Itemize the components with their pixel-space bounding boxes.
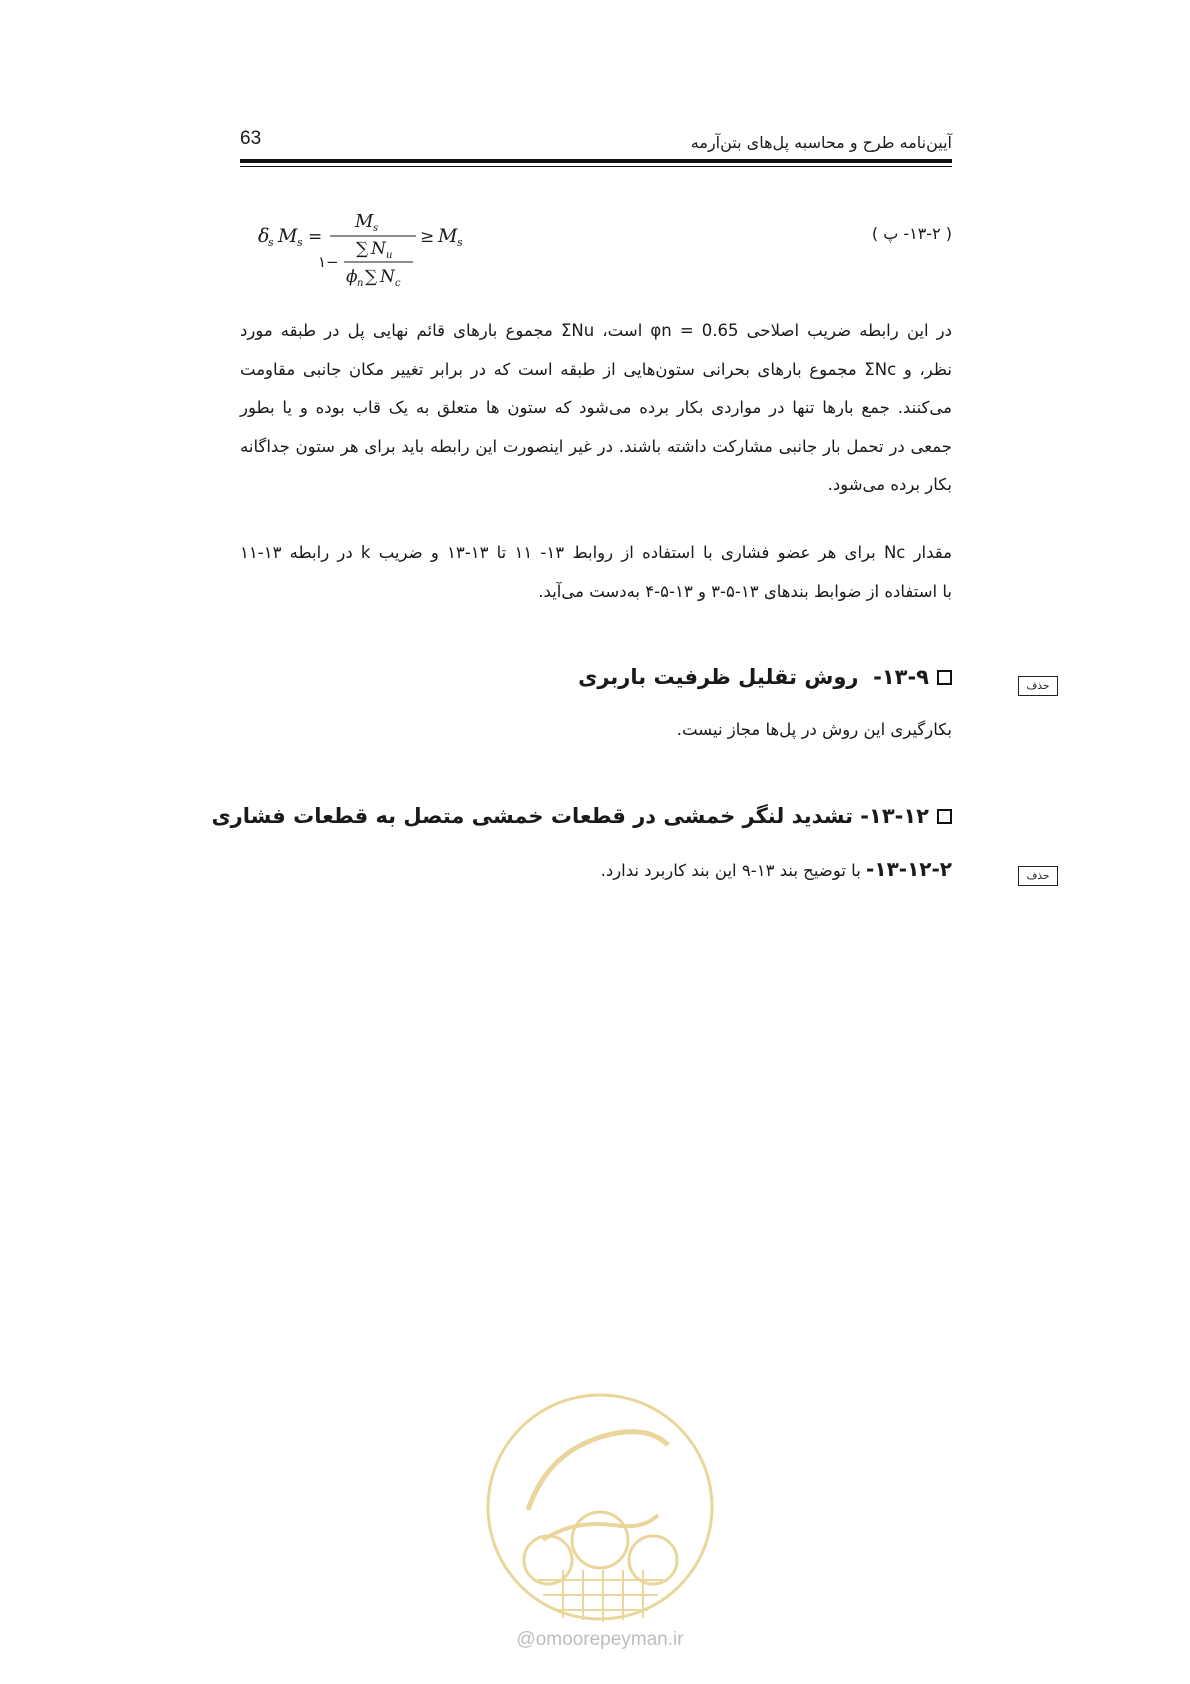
- svg-text:ϕ: ϕ: [346, 267, 358, 287]
- section-number: ۱۳-۱۲-: [860, 804, 929, 828]
- svg-text:c: c: [395, 278, 401, 289]
- paragraph-line: بکار برده می‌شود.: [827, 475, 952, 494]
- paragraph-1: [240, 312, 952, 505]
- moment-magnification-equation: [258, 212, 518, 302]
- section-number: ۱۳-۹-: [873, 665, 929, 689]
- sub-clause-number: ۱۳-۱۲-۲-: [866, 857, 952, 881]
- svg-text:s: s: [268, 236, 274, 249]
- sub-clause-13-12-2: [601, 857, 952, 881]
- equation-label: ( ۱۳-۲- پ ): [871, 224, 952, 243]
- svg-text:n: n: [357, 278, 364, 289]
- svg-text:s: s: [373, 223, 379, 234]
- section-body: بکارگیری این روش در پل‌ها مجاز نیست.: [676, 720, 952, 739]
- checkbox-icon: [937, 809, 952, 824]
- svg-text:≥: ≥: [420, 227, 435, 247]
- running-title: آیین‌نامه طرح و محاسبه پل‌های بتن‌آرمه: [690, 133, 952, 152]
- svg-text:۱−: ۱−: [318, 253, 339, 271]
- section-title: روش تقلیل ظرفیت باربری: [578, 665, 859, 689]
- header-rule-thin: [240, 166, 952, 167]
- deleted-tag: حذف: [1018, 676, 1058, 696]
- svg-text:u: u: [386, 250, 393, 261]
- watermark-url: @omoorepeyman.ir: [516, 1629, 684, 1650]
- paragraph-line: نظر، و ΣNc مجموع بارهای بحرانی ستون‌هایی از طبقه است که در برابر تغییر مکان جانبی مقاومت: [240, 359, 953, 379]
- paragraph-line: می‌کنند. جمع بارها تنها در مواردی بکار برده می‌شود که ستون ها متعلق به یک قاب بوده و یا بطور: [240, 398, 952, 417]
- svg-text:M: M: [355, 212, 374, 232]
- paragraph-line: با استفاده از ضوابط بندهای ۱۳-۵-۳ و ۱۳-۵-۴ به‌دست می‌آید.: [538, 581, 952, 601]
- paragraph-line: جمعی در تحمل بار جانبی مشارکت داشته باشند. در غیر اینصورت این رابطه باید برای هر ستون جداگانه: [240, 436, 952, 456]
- deleted-tag: حذف: [1018, 866, 1058, 886]
- svg-text:∑: ∑: [356, 239, 369, 259]
- section-title: تشدید لنگر خمشی در قطعات خمشی متصل به قطعات فشاری: [211, 804, 853, 828]
- section-heading-13-12: [211, 804, 952, 828]
- paragraph-line: در این رابطه ضریب اصلاحی φn = 0.65 است، ΣNu مجموع بارهای قائم نهایی پل در طبقه مورد: [240, 321, 952, 340]
- svg-text:s: s: [457, 236, 463, 249]
- section-heading-13-9: [578, 665, 952, 689]
- svg-text:∑: ∑: [365, 267, 378, 287]
- page-number: 63: [240, 128, 262, 149]
- svg-text:δ: δ: [258, 225, 270, 247]
- paragraph-line: مقدار Nc برای هر عضو فشاری با استفاده از روابط ۱۳- ۱۱ تا ۱۳-۱۳ و ضریب k در رابطه ۱۳-۱۱: [240, 543, 952, 562]
- checkbox-icon: [937, 670, 952, 685]
- paragraph-2: [240, 534, 952, 611]
- svg-text:M: M: [278, 225, 298, 247]
- svg-text:N: N: [371, 239, 386, 259]
- sub-clause-text: با توضیح بند ۱۳-۹ این بند کاربرد ندارد.: [600, 861, 861, 880]
- svg-text:M: M: [438, 225, 458, 247]
- svg-text:=: =: [308, 227, 323, 247]
- header-rule: [240, 159, 952, 163]
- watermark-logo: [483, 1390, 718, 1625]
- svg-text:s: s: [297, 236, 303, 249]
- svg-text:N: N: [380, 267, 395, 287]
